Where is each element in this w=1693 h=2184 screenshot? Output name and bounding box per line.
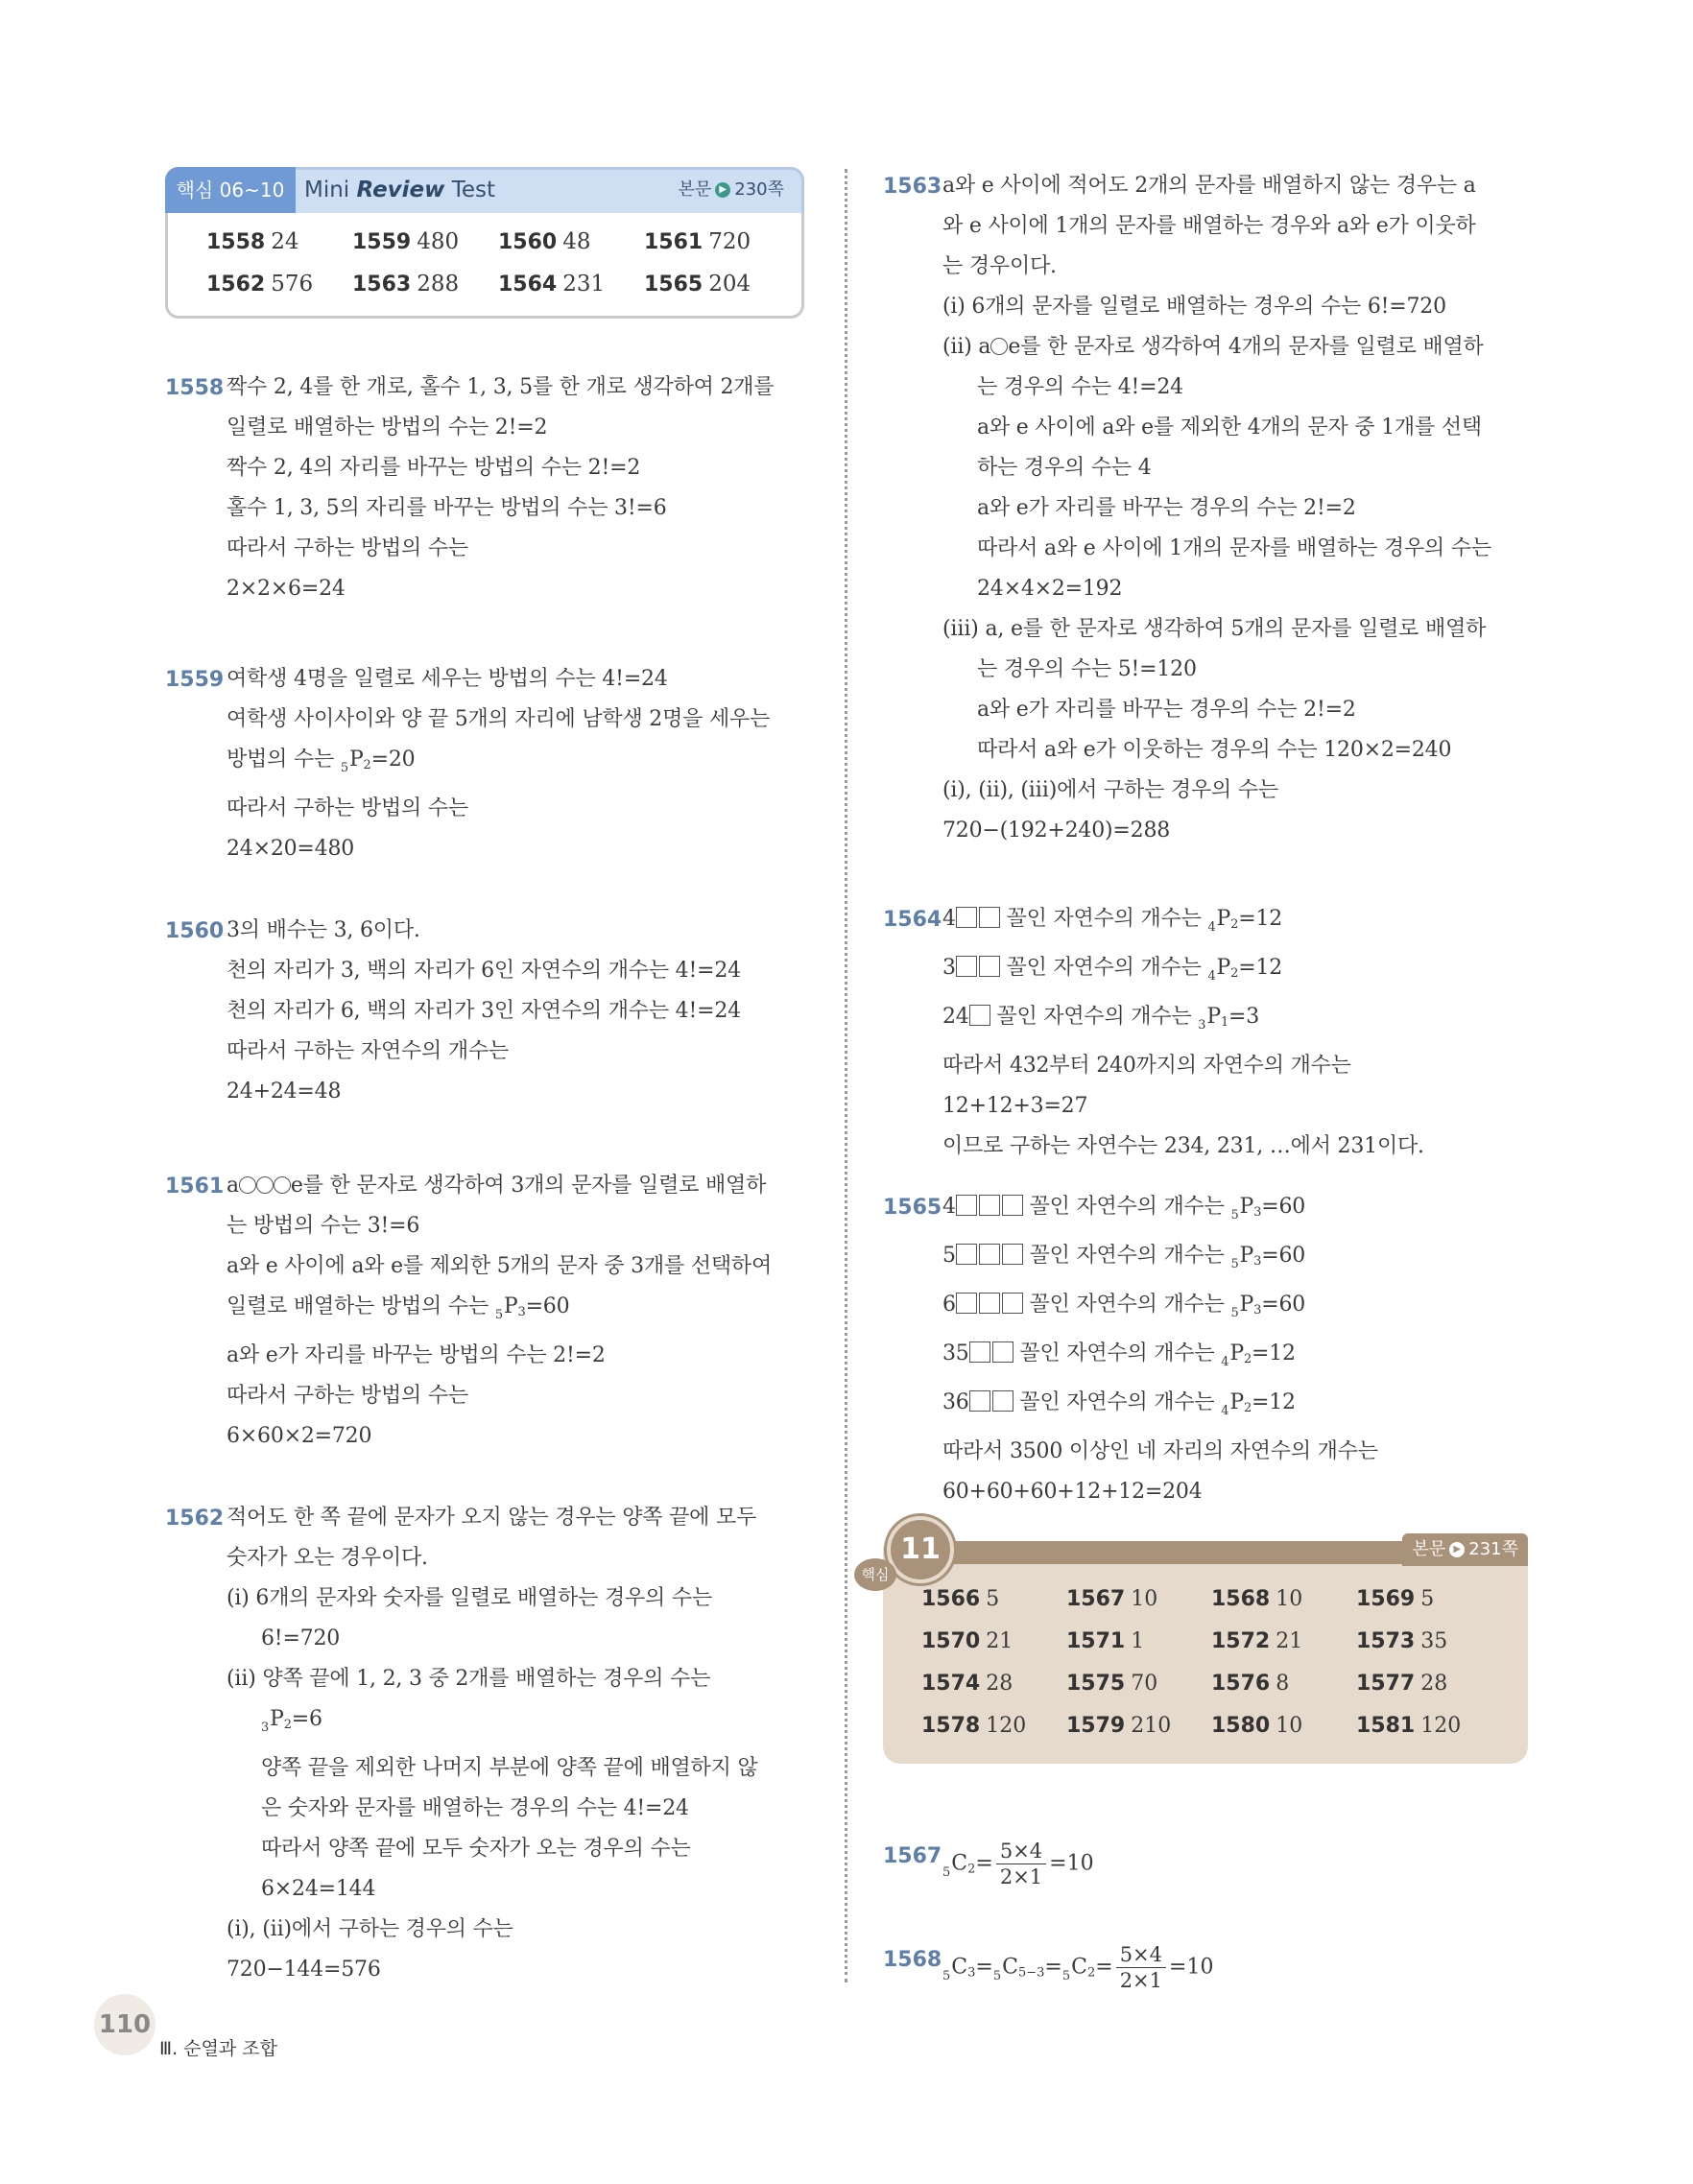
circle-icon (990, 338, 1008, 355)
ref-label: 본문 (1412, 1539, 1446, 1559)
answer-item: 1558 24 (206, 229, 299, 254)
answer-item: 1564 231 (498, 272, 606, 297)
box-icon (979, 956, 1000, 977)
text-line: 천의 자리가 6, 백의 자리가 3인 자연수의 개수는 4!=24 (227, 999, 741, 1023)
problem-number: 1558 (165, 376, 225, 400)
problem-number: 1564 (883, 908, 942, 932)
text-line: 60+60+60+12+12=204 (942, 1480, 1203, 1504)
text-line: 24×4×2=192 (977, 577, 1123, 601)
text-line: 여학생 4명을 일렬로 세우는 방법의 수는 4!=24 (227, 667, 668, 691)
core-11-page-ref (1402, 1533, 1528, 1566)
problem-number: 1567 (883, 1844, 942, 1868)
text-line: 는 경우이다. (942, 254, 1057, 278)
text-line: a와 e 사이에 적어도 2개의 문자를 배열하지 않는 경우는 a (942, 174, 1476, 198)
problem-number: 1559 (165, 668, 225, 692)
text-line: 720−144=576 (227, 1958, 381, 1982)
left-column (165, 167, 808, 1982)
fraction: $\frac{5\times 4}{2\times 1}$ (996, 1839, 1046, 1889)
text-line: 따라서 a와 e가 이웃하는 경우의 수는 120×2=240 (977, 738, 1452, 762)
answer-item: 1580 10 (1211, 1714, 1303, 1738)
text-line: 는 경우의 수는 4!=24 (977, 375, 1183, 399)
circle-icon (239, 1176, 256, 1194)
text-line: 12+12+3=27 (942, 1094, 1088, 1118)
core-number-badge: 11 (887, 1516, 954, 1583)
text-line: 4 꼴인 자연수의 개수는 $_4P_2=12$ (942, 907, 1283, 935)
mini-review-page-ref (678, 170, 784, 210)
chapter-title: Ⅲ. 순열과 조합 (159, 2038, 277, 2059)
answer-item: 1578 120 (921, 1714, 1027, 1738)
text-line: 따라서 구하는 방법의 수는 (227, 1384, 468, 1408)
text-line: a e를 한 문자로 생각하여 3개의 문자를 일렬로 배열하 (227, 1174, 767, 1198)
text-line: 홀수 1, 3, 5의 자리를 바꾸는 방법의 수는 3!=6 (227, 496, 667, 520)
text-line: 따라서 3500 이상인 네 자리의 자연수의 개수는 (942, 1439, 1378, 1463)
text-line: 짝수 2, 4의 자리를 바꾸는 방법의 수는 2!=2 (227, 456, 641, 480)
text-line: $_3P_2=6$ (261, 1707, 322, 1735)
ref-label: 본문 (678, 179, 712, 200)
text-line: 하는 경우의 수는 4 (977, 456, 1152, 480)
text-line: (ⅲ) a, e를 한 문자로 생각하여 5개의 문자를 일렬로 배열하 (942, 617, 1487, 641)
text-line: 36 꼴인 자연수의 개수는 $_4P_2=12$ (942, 1390, 1296, 1418)
box-icon (979, 907, 1000, 928)
title-post: Test (444, 178, 496, 202)
answer-item: 1577 28 (1356, 1672, 1448, 1696)
text-line: 6×60×2=720 (227, 1424, 372, 1448)
text-line: 4 꼴인 자연수의 개수는 $_5P_3=60$ (942, 1195, 1306, 1223)
text-line: 이므로 구하는 자연수는 234, 231, …에서 231이다. (942, 1134, 1424, 1158)
text-line: 따라서 a와 e 사이에 1개의 문자를 배열하는 경우의 수는 (977, 536, 1491, 560)
text-line: 숫자가 오는 경우이다. (227, 1546, 428, 1570)
text-line: (ⅰ), (ⅱ)에서 구하는 경우의 수는 (227, 1917, 513, 1941)
answer-item: 1579 210 (1066, 1714, 1172, 1738)
problem-number: 1565 (883, 1196, 942, 1220)
answer-item: 1567 10 (1066, 1587, 1158, 1611)
text-line: 은 숫자와 문자를 배열하는 경우의 수는 4!=24 (261, 1796, 689, 1820)
answer-item: 1572 21 (1211, 1629, 1303, 1653)
circle-icon (256, 1176, 274, 1194)
text-line: 6!=720 (261, 1626, 341, 1650)
answer-item: 1576 8 (1211, 1672, 1290, 1696)
text-line: (ⅱ) a e를 한 문자로 생각하여 4개의 문자를 일렬로 배열하 (942, 335, 1484, 359)
text-line: 3 꼴인 자연수의 개수는 $_4P_2=12$ (942, 956, 1283, 984)
text-line: 따라서 구하는 자연수의 개수는 (227, 1039, 510, 1063)
mini-review-box (165, 167, 804, 319)
text-line: a와 e 사이에 a와 e를 제외한 5개의 문자 중 3개를 선택하여 (227, 1254, 773, 1278)
answer-item: 1563 288 (352, 272, 460, 297)
text-line: a와 e 사이에 a와 e를 제외한 4개의 문자 중 1개를 선택 (977, 415, 1482, 439)
text-line: (ⅱ) 양쪽 끝에 1, 2, 3 중 2개를 배열하는 경우의 수는 (227, 1667, 711, 1691)
answer-item: 1566 5 (921, 1587, 1000, 1611)
ref-page: 231쪽 (1468, 1539, 1518, 1559)
answer-item: 1573 35 (1356, 1629, 1448, 1653)
text-line: a와 e가 자리를 바꾸는 경우의 수는 2!=2 (977, 698, 1356, 722)
answer-item: 1569 5 (1356, 1587, 1435, 1611)
text-line: 일렬로 배열하는 방법의 수는 $_5P_3=60$ (227, 1294, 570, 1322)
arrow-right-icon: ▶ (1449, 1542, 1465, 1557)
text-line: 2×2×6=24 (227, 577, 346, 601)
text-line: 720−(192+240)=288 (942, 819, 1171, 843)
formula: $_5C_2=$ $\frac{5\times 4}{2\times 1}$ =10 (942, 1840, 1094, 1888)
title-pre: Mini (304, 178, 357, 202)
text-line: 따라서 432부터 240까지의 자연수의 개수는 (942, 1054, 1351, 1078)
box-icon (956, 956, 977, 977)
text-line: 적어도 한 쪽 끝에 문자가 오지 않는 경우는 양쪽 끝에 모두 (227, 1506, 757, 1530)
text-line: a와 e가 자리를 바꾸는 경우의 수는 2!=2 (977, 496, 1356, 520)
answer-item: 1565 204 (644, 272, 751, 297)
core-tag: 핵심 (854, 1558, 896, 1591)
text-line: 양쪽 끝을 제외한 나머지 부분에 양쪽 끝에 배열하지 않 (261, 1756, 758, 1780)
text-line: 따라서 구하는 방법의 수는 (227, 536, 468, 560)
text-line: 천의 자리가 3, 백의 자리가 6인 자연수의 개수는 4!=24 (227, 959, 741, 983)
circle-icon (274, 1176, 291, 1194)
mini-review-tag: 핵심 06~10 (165, 167, 296, 213)
answer-item: 1575 70 (1066, 1672, 1158, 1696)
text-line: (ⅰ) 6개의 문자를 일렬로 배열하는 경우의 수는 6!=720 (942, 295, 1446, 319)
text-line: 5 꼴인 자연수의 개수는 $_5P_3=60$ (942, 1244, 1306, 1271)
text-line: a와 e가 자리를 바꾸는 방법의 수는 2!=2 (227, 1343, 606, 1367)
text-line: 따라서 구하는 방법의 수는 (227, 796, 468, 820)
answer-item: 1581 120 (1356, 1714, 1462, 1738)
answer-item: 1574 28 (921, 1672, 1013, 1696)
text-line: 24×20=480 (227, 837, 355, 861)
arrow-right-icon: ▶ (715, 182, 730, 198)
text-line: 는 방법의 수는 3!=6 (227, 1214, 420, 1238)
title-review: Review (356, 178, 445, 202)
fraction: $\frac{5\times 4}{2\times 1}$ (1116, 1942, 1166, 1993)
text-line: 24+24=48 (227, 1080, 342, 1104)
box-icon (956, 907, 977, 928)
ref-page: 230쪽 (734, 179, 784, 200)
formula: $_5C_3=_5C_{5-3}=_5C_2=$ $\frac{5\times 4}{2\times 1}$ =10 (942, 1943, 1214, 1992)
problem-number: 1560 (165, 919, 225, 943)
column-divider (845, 169, 847, 1982)
answer-item: 1561 720 (644, 229, 751, 254)
text-line: 6×24=144 (261, 1877, 376, 1901)
answer-item: 1568 10 (1211, 1587, 1303, 1611)
mini-review-title (304, 170, 495, 210)
page-number: 110 (94, 1994, 155, 2055)
answer-item: 1560 48 (498, 229, 591, 254)
answer-item: 1562 576 (206, 272, 314, 297)
text-line: (ⅰ) 6개의 문자와 숫자를 일렬로 배열하는 경우의 수는 (227, 1586, 712, 1610)
answer-item: 1570 21 (921, 1629, 1013, 1653)
problem-number: 1568 (883, 1948, 942, 1972)
answer-item: 1559 480 (352, 229, 460, 254)
text-line: 따라서 양쪽 끝에 모두 숫자가 오는 경우의 수는 (261, 1837, 691, 1861)
text-line: 와 e 사이에 1개의 문자를 배열하는 경우와 a와 e가 이웃하 (942, 214, 1476, 238)
text-line: 일렬로 배열하는 방법의 수는 2!=2 (227, 415, 548, 439)
answer-item: 1571 1 (1066, 1629, 1145, 1653)
problem-number: 1561 (165, 1175, 225, 1199)
box-icon (969, 1005, 990, 1026)
text-line: 여학생 사이사이와 양 끝 5개의 자리에 남학생 2명을 세우는 (227, 707, 771, 731)
text-line: 방법의 수는 $_5P_2=20$ (227, 748, 416, 775)
text-line: 24 꼴인 자연수의 개수는 $_3P_1=3$ (942, 1005, 1260, 1033)
text-line: (ⅰ), (ⅱ), (ⅲ)에서 구하는 경우의 수는 (942, 778, 1278, 802)
problem-number: 1563 (883, 175, 942, 199)
text-line: 6 꼴인 자연수의 개수는 $_5P_3=60$ (942, 1293, 1306, 1320)
text-line: 3의 배수는 3, 6이다. (227, 918, 420, 942)
problem-number: 1562 (165, 1507, 225, 1531)
text-line: 는 경우의 수는 5!=120 (977, 657, 1197, 681)
text-line: 35 꼴인 자연수의 개수는 $_4P_2=12$ (942, 1341, 1296, 1369)
text-line: 짝수 2, 4를 한 개로, 홀수 1, 3, 5를 한 개로 생각하여 2개를 (227, 375, 775, 399)
